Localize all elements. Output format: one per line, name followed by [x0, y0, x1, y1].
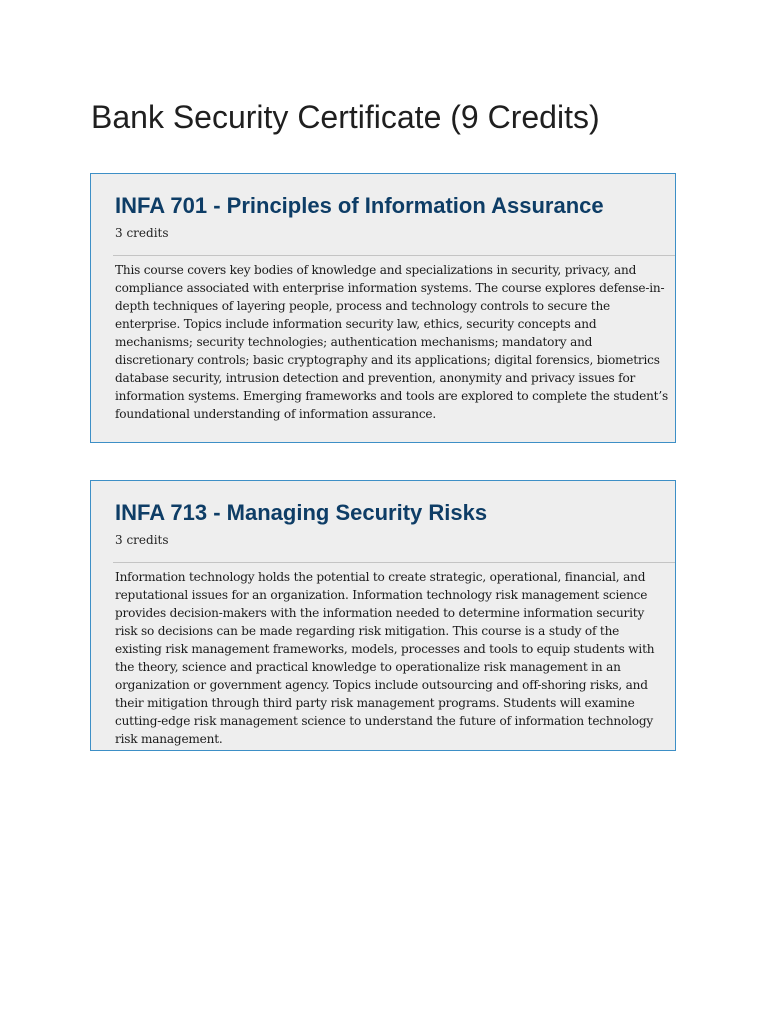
course-credits: 3 credits [115, 533, 169, 547]
course-description: Information technology holds the potential to create strategic, operational, financial, and reputational issues for an organization. Information technology risk management science provides decision-makers with the information needed to determine information security risk so decisions can be made regarding risk mitigation. This course is a study of the existing risk management frameworks, models, processes and tools to equip students with the theory, science and practical knowledge to operationalize risk management in an organization or government agency. Topics include outsourcing and off-shoring risks, and their mitigation through third party risk management programs. Students will examine cutting-edge risk management science to understand the future of information technology risk management. [115, 570, 655, 746]
course-credits: 3 credits [115, 226, 169, 240]
course-card-infa-713 [90, 480, 676, 751]
course-title: INFA 701 - Principles of Information Assurance [115, 193, 604, 218]
card-divider [113, 562, 675, 563]
course-title: INFA 713 - Managing Security Risks [115, 500, 488, 525]
course-card-infa-701 [90, 173, 676, 443]
card-divider [113, 255, 675, 256]
page-title: Bank Security Certificate (9 Credits) [91, 99, 600, 135]
course-description: This course covers key bodies of knowledge and specializations in security, privacy, and compliance associated with enterprise information systems. The course explores defense-in-depth techniques of layering people, process and technology controls to secure the enterprise. Topics include information security law, ethics, security concepts and mechanisms; security technologies; authentication mechanisms; mandatory and discretionary controls; basic cryptography and its applications; digital forensics, biometrics database security, intrusion detection and prevention, anonymity and privacy issues for information systems. Emerging frameworks and tools are explored to complete the student’s foundational understanding of information assurance. [115, 263, 668, 421]
